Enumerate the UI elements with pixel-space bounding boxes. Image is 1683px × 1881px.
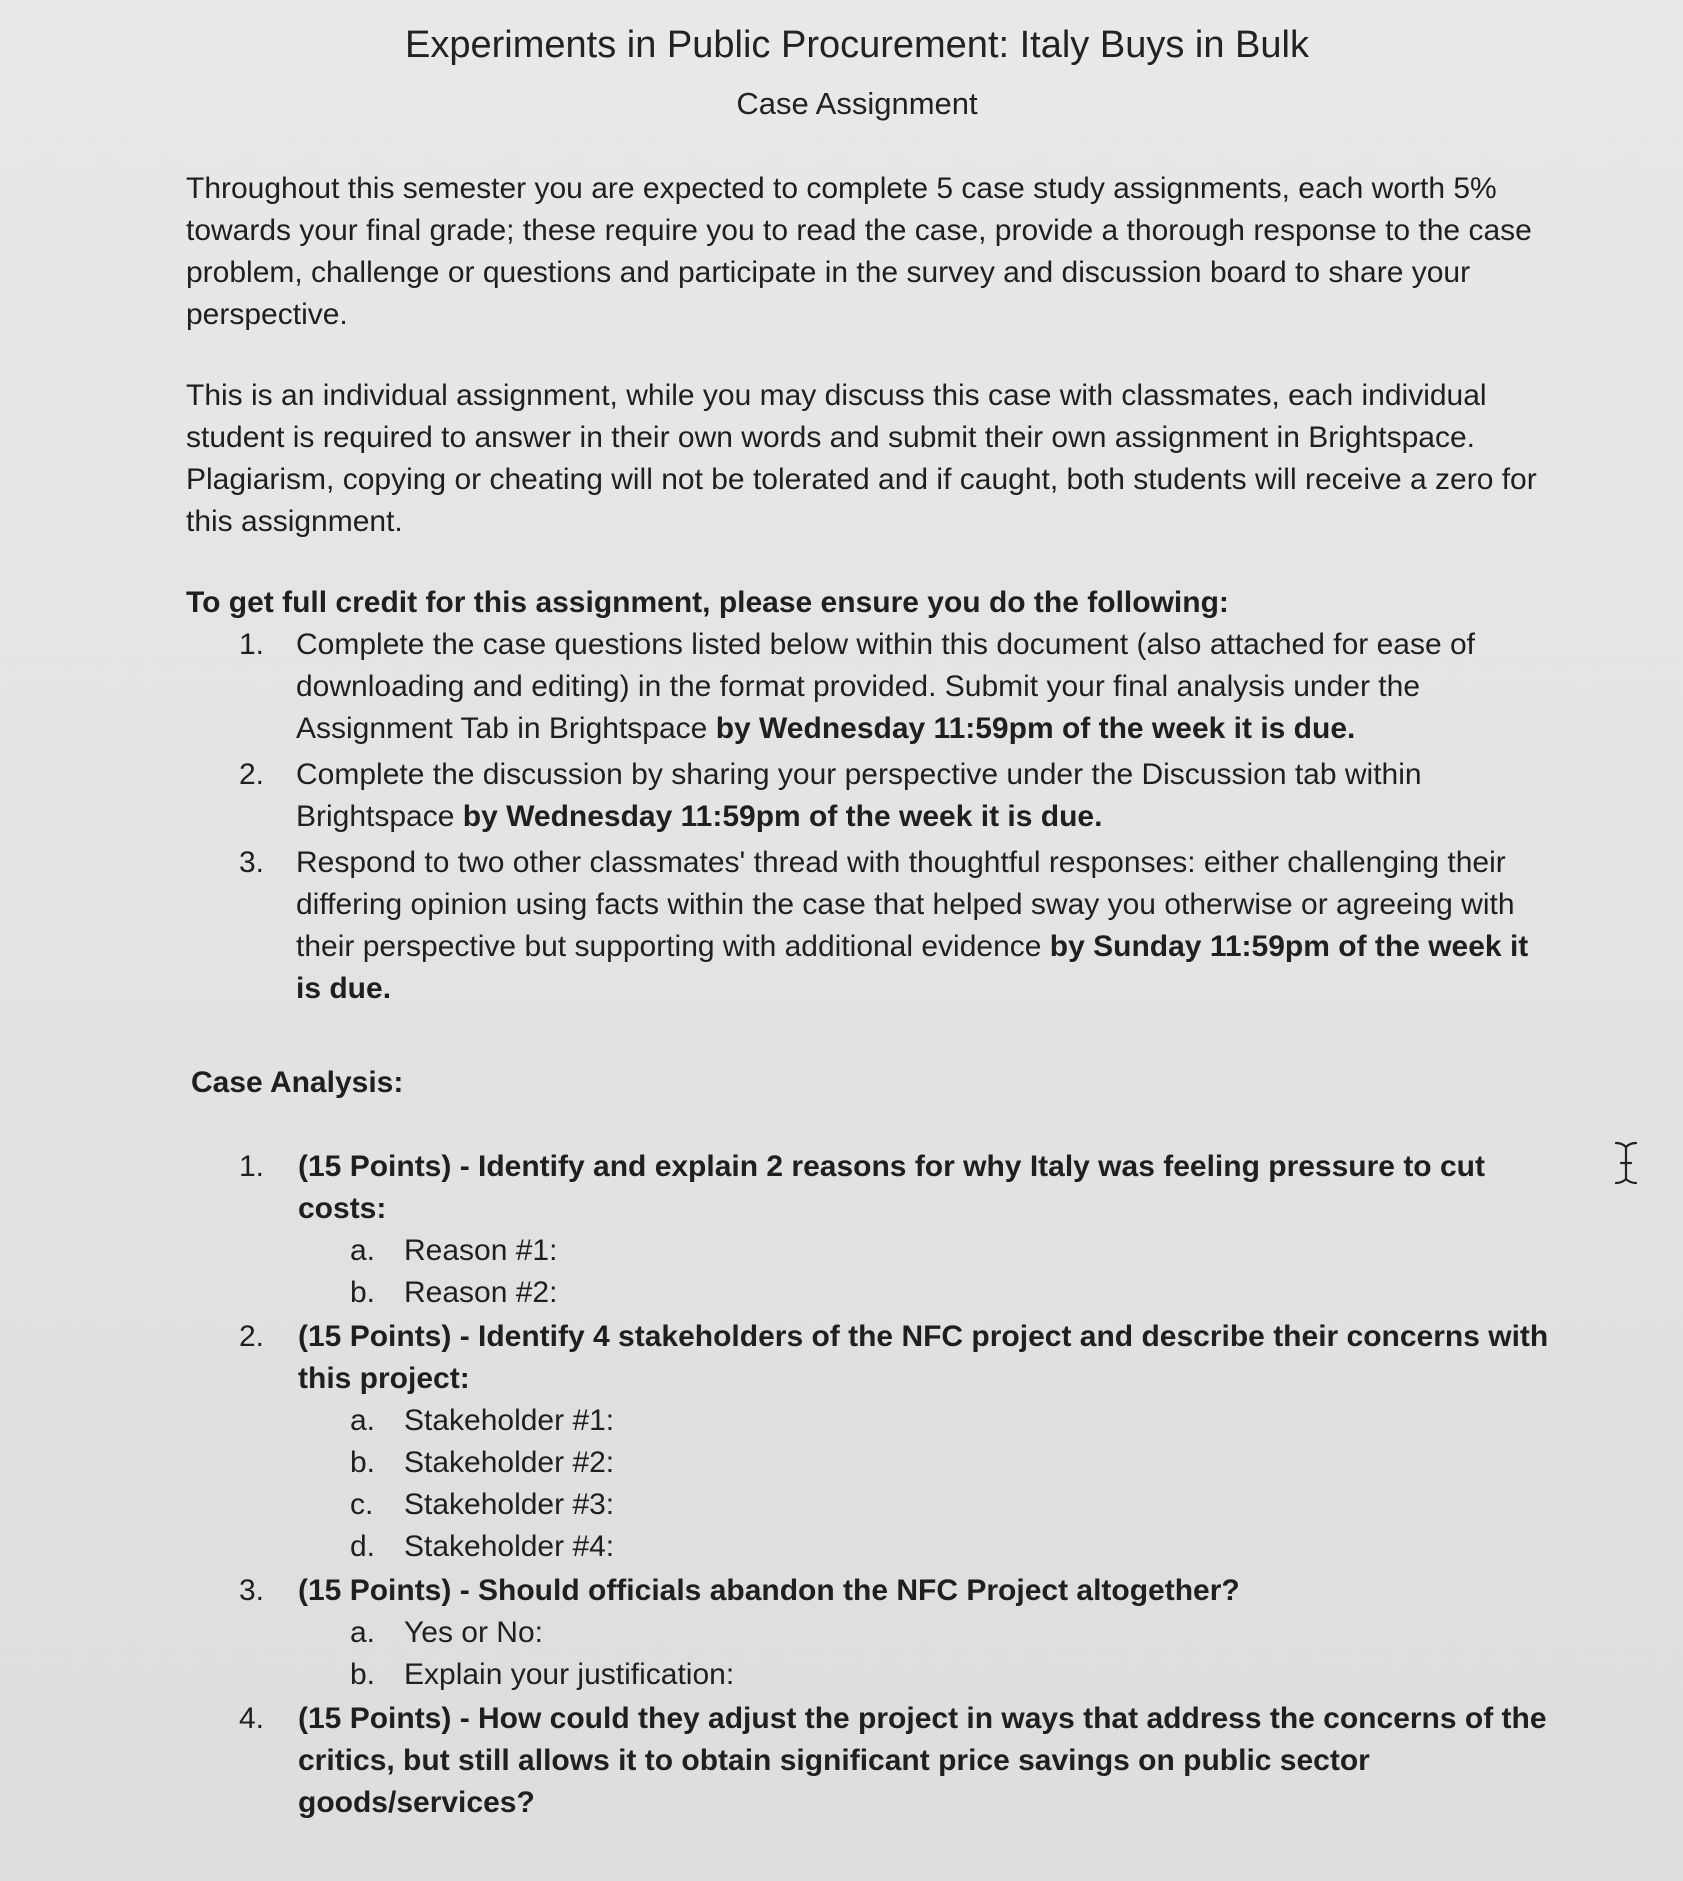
answer-label: Yes or No: <box>404 1616 543 1649</box>
question-number: 3. <box>239 1574 265 1607</box>
requirements-list <box>186 624 1551 1010</box>
requirement-number: 3. <box>239 846 265 879</box>
answer-letter: b. <box>350 1658 376 1691</box>
requirement-item <box>186 754 1551 838</box>
document-body[interactable] <box>186 168 1551 1826</box>
requirement-number: 1. <box>239 628 265 661</box>
answer-line[interactable] <box>298 1654 1551 1696</box>
text-cursor-icon <box>1612 1140 1640 1186</box>
requirement-deadline: by Sunday 11:59pm of the week it is due. <box>296 930 1529 1005</box>
answer-letter: a. <box>350 1234 376 1267</box>
requirement-text: Complete the discussion by sharing your perspective under the Discussion tab within Brightspace <box>296 758 1422 833</box>
answer-label: Stakeholder #4: <box>404 1530 615 1563</box>
answer-letter: b. <box>350 1276 376 1309</box>
case-questions-list <box>186 1146 1551 1824</box>
policy-paragraph: This is an individual assignment, while you may discuss this case with classmates, each individual student is required to answer in their own words and submit their own assignment in Brightspace. Plagiarism, copying or cheating will not be tolerated and if caught, both students will receive a zero for this assignment. <box>186 379 1537 538</box>
answer-letter: a. <box>350 1616 376 1649</box>
answer-line[interactable] <box>298 1400 1551 1442</box>
answer-label: Stakeholder #1: <box>404 1404 615 1437</box>
answer-label: Reason #2: <box>404 1276 558 1309</box>
answer-label: Reason #1: <box>404 1234 558 1267</box>
answer-letter: a. <box>350 1404 376 1437</box>
requirement-item <box>186 624 1551 750</box>
requirement-text: Complete the case questions listed below within this document (also attached for ease of downloading and editing) in the format provided. Submit your final analysis under the Assignment Tab in Brightspace <box>296 628 1475 745</box>
case-question <box>186 1146 1551 1314</box>
requirement-text: Respond to two other classmates' thread with thoughtful responses: either challenging their differing opinion using facts within the case that helped sway you otherwise or agreeing with their perspective but supporting with additional evidence <box>296 846 1515 963</box>
answer-line[interactable] <box>298 1612 1551 1654</box>
question-number: 4. <box>239 1702 265 1735</box>
case-question <box>186 1316 1551 1568</box>
requirement-number: 2. <box>239 758 265 791</box>
requirement-item <box>186 842 1551 1010</box>
question-number: 1. <box>239 1150 265 1183</box>
case-question <box>186 1698 1551 1824</box>
answer-fields <box>298 1230 1551 1314</box>
answer-line[interactable] <box>298 1272 1551 1314</box>
answer-line[interactable] <box>298 1526 1551 1568</box>
question-text: (15 Points) - Should officials abandon the NFC Project altogether? <box>298 1574 1240 1607</box>
intro-paragraph: Throughout this semester you are expected to complete 5 case study assignments, each worth 5% towards your final grade; these require you to read the case, provide a thorough response to the case problem, challenge or questions and participate in the survey and discussion board to share your perspective. <box>186 172 1532 331</box>
answer-label: Explain your justification: <box>404 1658 735 1691</box>
question-text: (15 Points) - Identify and explain 2 reasons for why Italy was feeling pressure to cut costs: <box>298 1150 1485 1225</box>
credit-heading: To get full credit for this assignment, please ensure you do the following: <box>186 586 1229 619</box>
question-number: 2. <box>239 1320 265 1353</box>
answer-label: Stakeholder #3: <box>404 1488 615 1521</box>
answer-fields <box>298 1400 1551 1568</box>
answer-line[interactable] <box>298 1230 1551 1272</box>
answer-label: Stakeholder #2: <box>404 1446 615 1479</box>
answer-line[interactable] <box>298 1484 1551 1526</box>
answer-fields <box>298 1612 1551 1696</box>
requirement-deadline: by Wednesday 11:59pm of the week it is due. <box>715 712 1356 745</box>
document-title: Experiments in Public Procurement: Italy Buys in Bulk <box>405 24 1309 66</box>
answer-letter: c. <box>350 1488 374 1521</box>
question-text: (15 Points) - Identify 4 stakeholders of the NFC project and describe their concerns with this project: <box>298 1320 1549 1395</box>
case-analysis-heading: Case Analysis: <box>191 1066 404 1099</box>
answer-line[interactable] <box>298 1442 1551 1484</box>
case-question <box>186 1570 1551 1696</box>
answer-letter: d. <box>350 1530 376 1563</box>
document-subtitle: Case Assignment <box>736 86 978 121</box>
answer-letter: b. <box>350 1446 376 1479</box>
requirement-deadline: by Wednesday 11:59pm of the week it is due. <box>462 800 1103 833</box>
question-text: (15 Points) - How could they adjust the project in ways that address the concerns of the critics, but still allows it to obtain significant price savings on public sector goods/services? <box>298 1702 1547 1819</box>
